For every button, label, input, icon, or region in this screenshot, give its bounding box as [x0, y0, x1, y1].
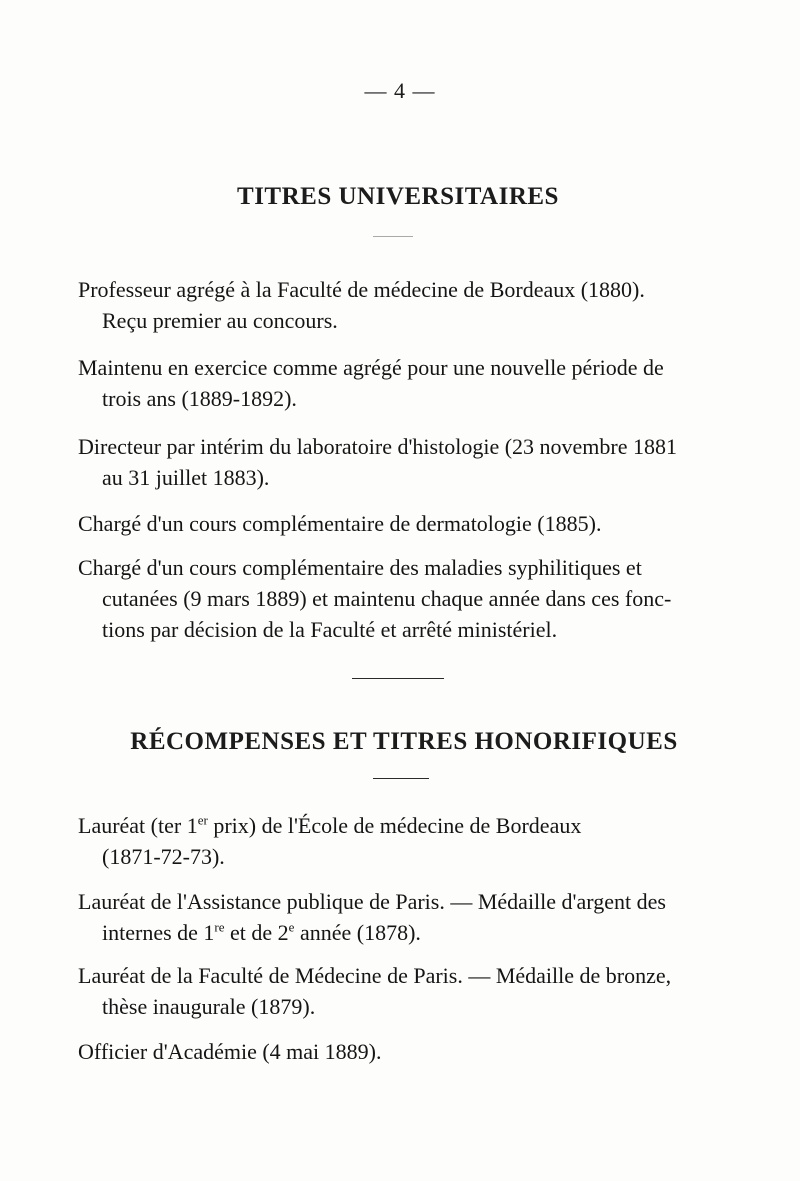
entry-professeur-agrege: [78, 274, 723, 336]
page-number: — 4 —: [364, 78, 436, 103]
text-fragment: Lauréat (ter 1: [78, 813, 198, 838]
text-fragment: internes de 1: [102, 920, 215, 945]
entry-cours-dermatologie: [78, 508, 723, 539]
text-fragment: et de 2: [224, 920, 289, 945]
entry-directeur-laboratoire: [78, 431, 723, 493]
entry-line: cutanées (9 mars 1889) et maintenu chaque année dans ces fonc-: [102, 586, 672, 611]
entry-line: [78, 917, 723, 948]
entry-line: (1871-72-73).: [102, 844, 225, 869]
entry-maintenu-en-exercice: [78, 352, 723, 414]
superscript: re: [214, 919, 225, 935]
entry-officier-academie: [78, 1036, 723, 1067]
superscript: er: [197, 812, 208, 828]
section-title-titres-universitaires: TITRES UNIVERSITAIRES: [237, 183, 559, 210]
entry-laureat-assistance-publique: [78, 886, 723, 948]
entry-line: Officier d'Académie (4 mai 1889).: [78, 1039, 382, 1064]
entry-line: Reçu premier au concours.: [102, 308, 338, 333]
section-title-recompenses: RÉCOMPENSES ET TITRES HONORIFIQUES: [130, 728, 678, 755]
title-underline: [373, 236, 413, 237]
text-fragment: prix) de l'École de médecine de Bordeaux: [207, 813, 582, 838]
entry-line: Maintenu en exercice comme agrégé pour une nouvelle période de: [78, 355, 664, 380]
entry-line: Chargé d'un cours complémentaire des maladies syphilitiques et: [78, 555, 642, 580]
entry-line: [78, 810, 723, 841]
title-underline: [373, 778, 429, 779]
entry-line: trois ans (1889-1892).: [102, 386, 297, 411]
entry-line: Chargé d'un cours complémentaire de dermatologie (1885).: [78, 511, 602, 536]
entry-line: Directeur par intérim du laboratoire d'histologie (23 novembre 1881: [78, 434, 678, 459]
entry-line: tions par décision de la Faculté et arrêté ministériel.: [102, 617, 558, 642]
entry-line: au 31 juillet 1883).: [102, 465, 270, 490]
entry-laureat-faculte-paris: [78, 960, 723, 1022]
entry-cours-maladies-syphilitiques: [78, 552, 723, 645]
entry-line: Lauréat de l'Assistance publique de Paris. — Médaille d'argent des: [78, 889, 666, 914]
entry-laureat-ecole-bordeaux: [78, 810, 723, 872]
superscript: e: [288, 919, 295, 935]
entry-line: thèse inaugurale (1879).: [102, 994, 316, 1019]
section-divider: [352, 678, 444, 679]
entry-line: Professeur agrégé à la Faculté de médecine de Bordeaux (1880).: [78, 277, 645, 302]
entry-line: Lauréat de la Faculté de Médecine de Paris. — Médaille de bronze,: [78, 963, 672, 988]
text-fragment: année (1878).: [294, 920, 421, 945]
